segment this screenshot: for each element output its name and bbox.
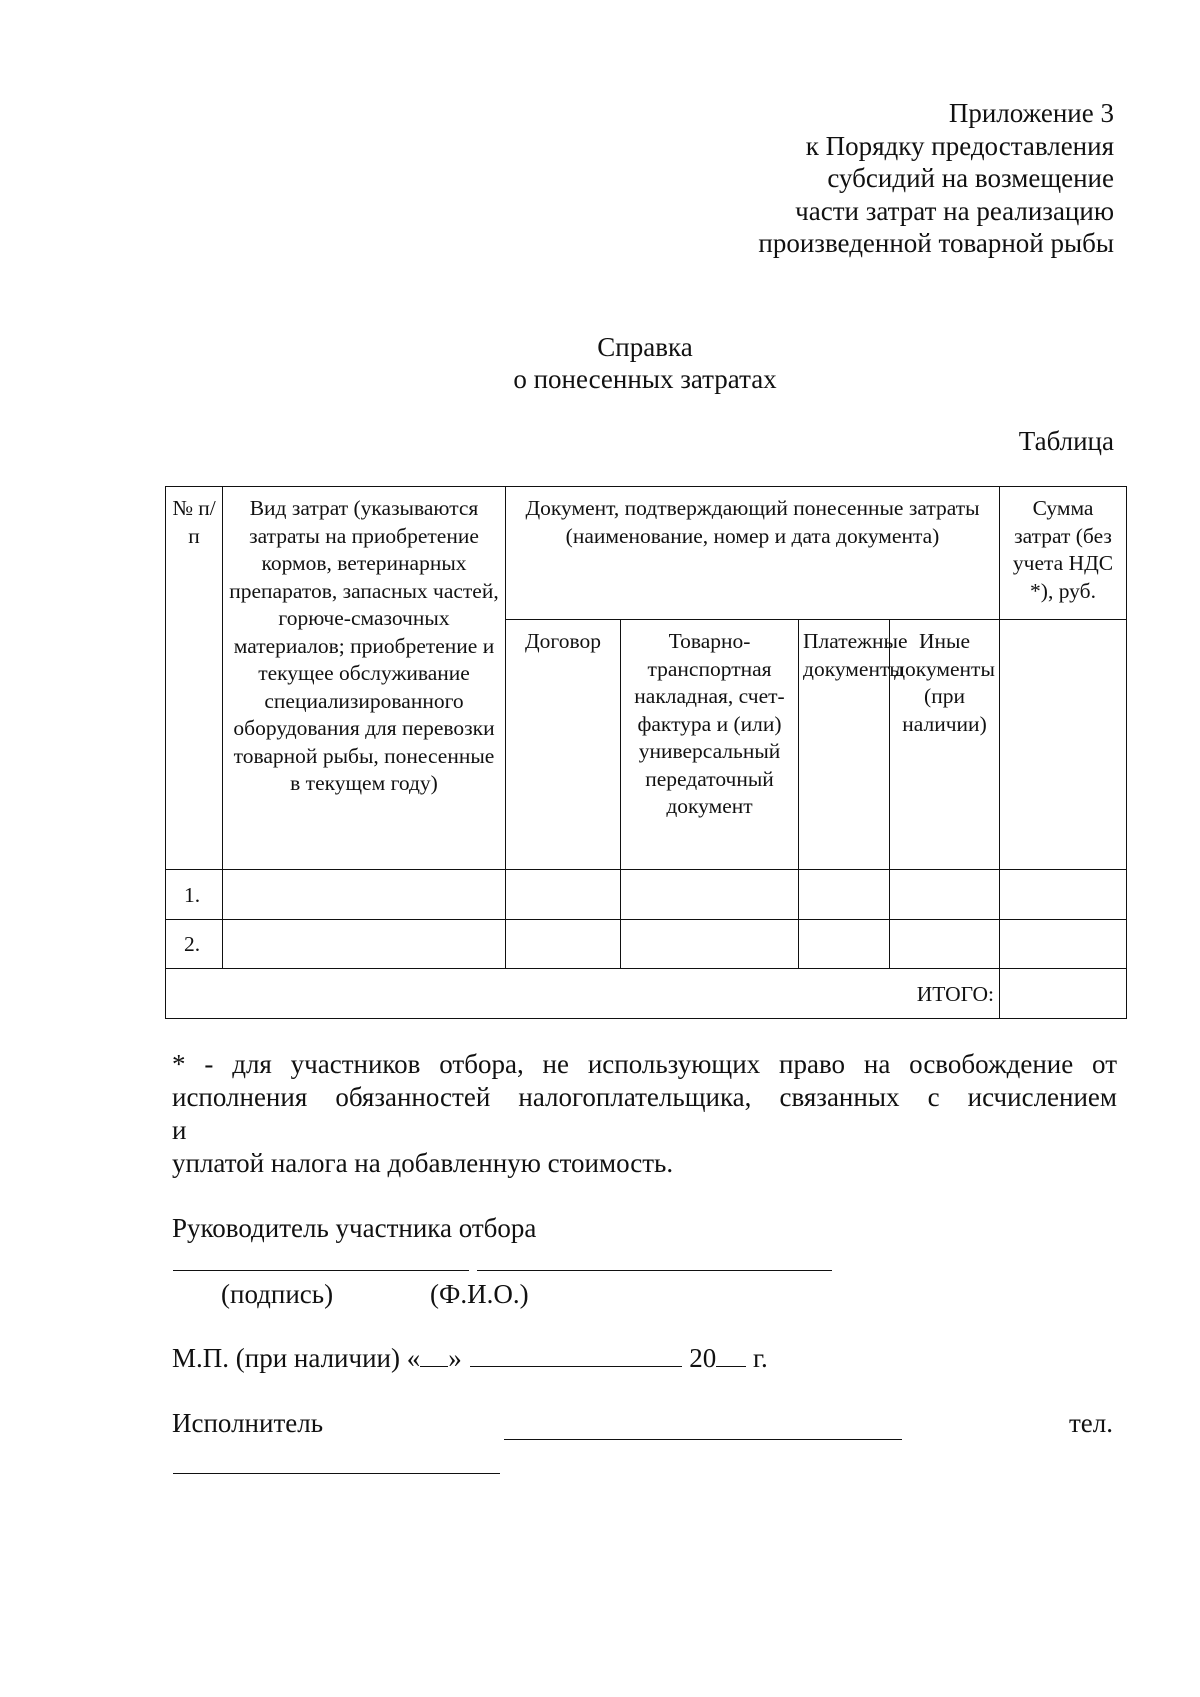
executor-line[interactable]	[504, 1439, 902, 1440]
header-contract: Договор	[506, 620, 621, 870]
table-cell[interactable]	[506, 870, 621, 920]
row-number: 2.	[166, 920, 223, 969]
table-cell[interactable]	[223, 870, 506, 920]
footnote-line: уплатой налога на добавленную стоимость.	[172, 1148, 674, 1178]
row-number: 1.	[166, 870, 223, 920]
footnote-line: и	[172, 1115, 187, 1145]
head-label: Руководитель участника отбора	[172, 1213, 537, 1243]
appendix-line: субсидий на возмещение	[827, 163, 1114, 194]
phone-label: тел.	[1068, 1408, 1113, 1438]
title-line-1: Справка	[597, 332, 693, 362]
table-cell[interactable]	[1000, 870, 1127, 920]
signature-line[interactable]	[173, 1270, 469, 1271]
table-cell[interactable]	[890, 870, 1000, 920]
table-cell[interactable]	[223, 920, 506, 969]
year-blank[interactable]	[716, 1344, 746, 1367]
appendix-line: части затрат на реализацию	[795, 195, 1114, 226]
signature-caption: (подпись)	[221, 1279, 334, 1309]
appendix-line: Приложение 3	[948, 98, 1114, 128]
footnote-line: исполнения обязанностей налогоплательщика, связанных с исчислением	[172, 1082, 1117, 1112]
header-sum: Сумма затрат (без учета НДС *), руб.	[1000, 487, 1127, 620]
header-num: № п/п	[166, 487, 223, 870]
header-cost-type: Вид затрат (указываются затраты на приобретение кормов, ветеринарных препаратов, запасных частей, горюче-смазочных материалов; приобретение и текущее обслуживание специализированного оборудования для перевозки товарной рыбы, понесенные в текущем году)	[223, 487, 506, 870]
total-label: ИТОГО:	[166, 969, 1000, 1019]
stamp-date-line	[172, 1343, 768, 1374]
table-cell[interactable]	[799, 870, 890, 920]
total-value-cell[interactable]	[1000, 969, 1127, 1019]
title-line-2: о понесенных затратах	[513, 364, 777, 394]
header-other-docs: Иные документы (при наличии)	[890, 620, 1000, 870]
stamp-quote-close: »	[448, 1343, 462, 1373]
appendix-line: произведенной товарной рыбы	[758, 228, 1114, 259]
header-documents: Документ, подтверждающий понесенные затраты (наименование, номер и дата документа)	[506, 487, 1000, 620]
month-blank[interactable]	[470, 1344, 682, 1367]
footnote	[172, 1048, 1117, 1180]
phone-line[interactable]	[173, 1473, 500, 1474]
table-header-row	[166, 487, 1127, 620]
executor-label: Исполнитель	[172, 1408, 324, 1438]
table-cell[interactable]	[621, 870, 799, 920]
table-cell[interactable]	[1000, 920, 1127, 969]
table-cell[interactable]	[621, 920, 799, 969]
header-payment-docs: Платежные документы	[799, 620, 890, 870]
year-suffix: г.	[752, 1343, 768, 1373]
document-title	[0, 331, 1200, 395]
appendix-header	[758, 97, 1114, 260]
table-cell[interactable]	[799, 920, 890, 969]
table-label: Таблица	[1018, 426, 1114, 456]
costs-table	[165, 486, 1127, 1019]
year-prefix: 20	[689, 1343, 717, 1373]
table-row	[166, 920, 1127, 969]
table-total-row	[166, 969, 1127, 1019]
header-waybill: Товарно-транспортная накладная, счет-фактура и (или) универсальный передаточный документ	[621, 620, 799, 870]
name-caption: (Ф.И.О.)	[430, 1279, 529, 1309]
table-cell[interactable]	[506, 920, 621, 969]
name-line[interactable]	[477, 1270, 832, 1271]
header-sum-empty	[1000, 620, 1127, 870]
table-cell[interactable]	[890, 920, 1000, 969]
appendix-line: к Порядку предоставления	[805, 130, 1114, 161]
day-blank[interactable]	[420, 1344, 448, 1367]
footnote-line: * - для участников отбора, не использующих право на освобождение от	[172, 1049, 1117, 1079]
table-row	[166, 870, 1127, 920]
stamp-label: М.П. (при наличии) «	[172, 1343, 421, 1373]
